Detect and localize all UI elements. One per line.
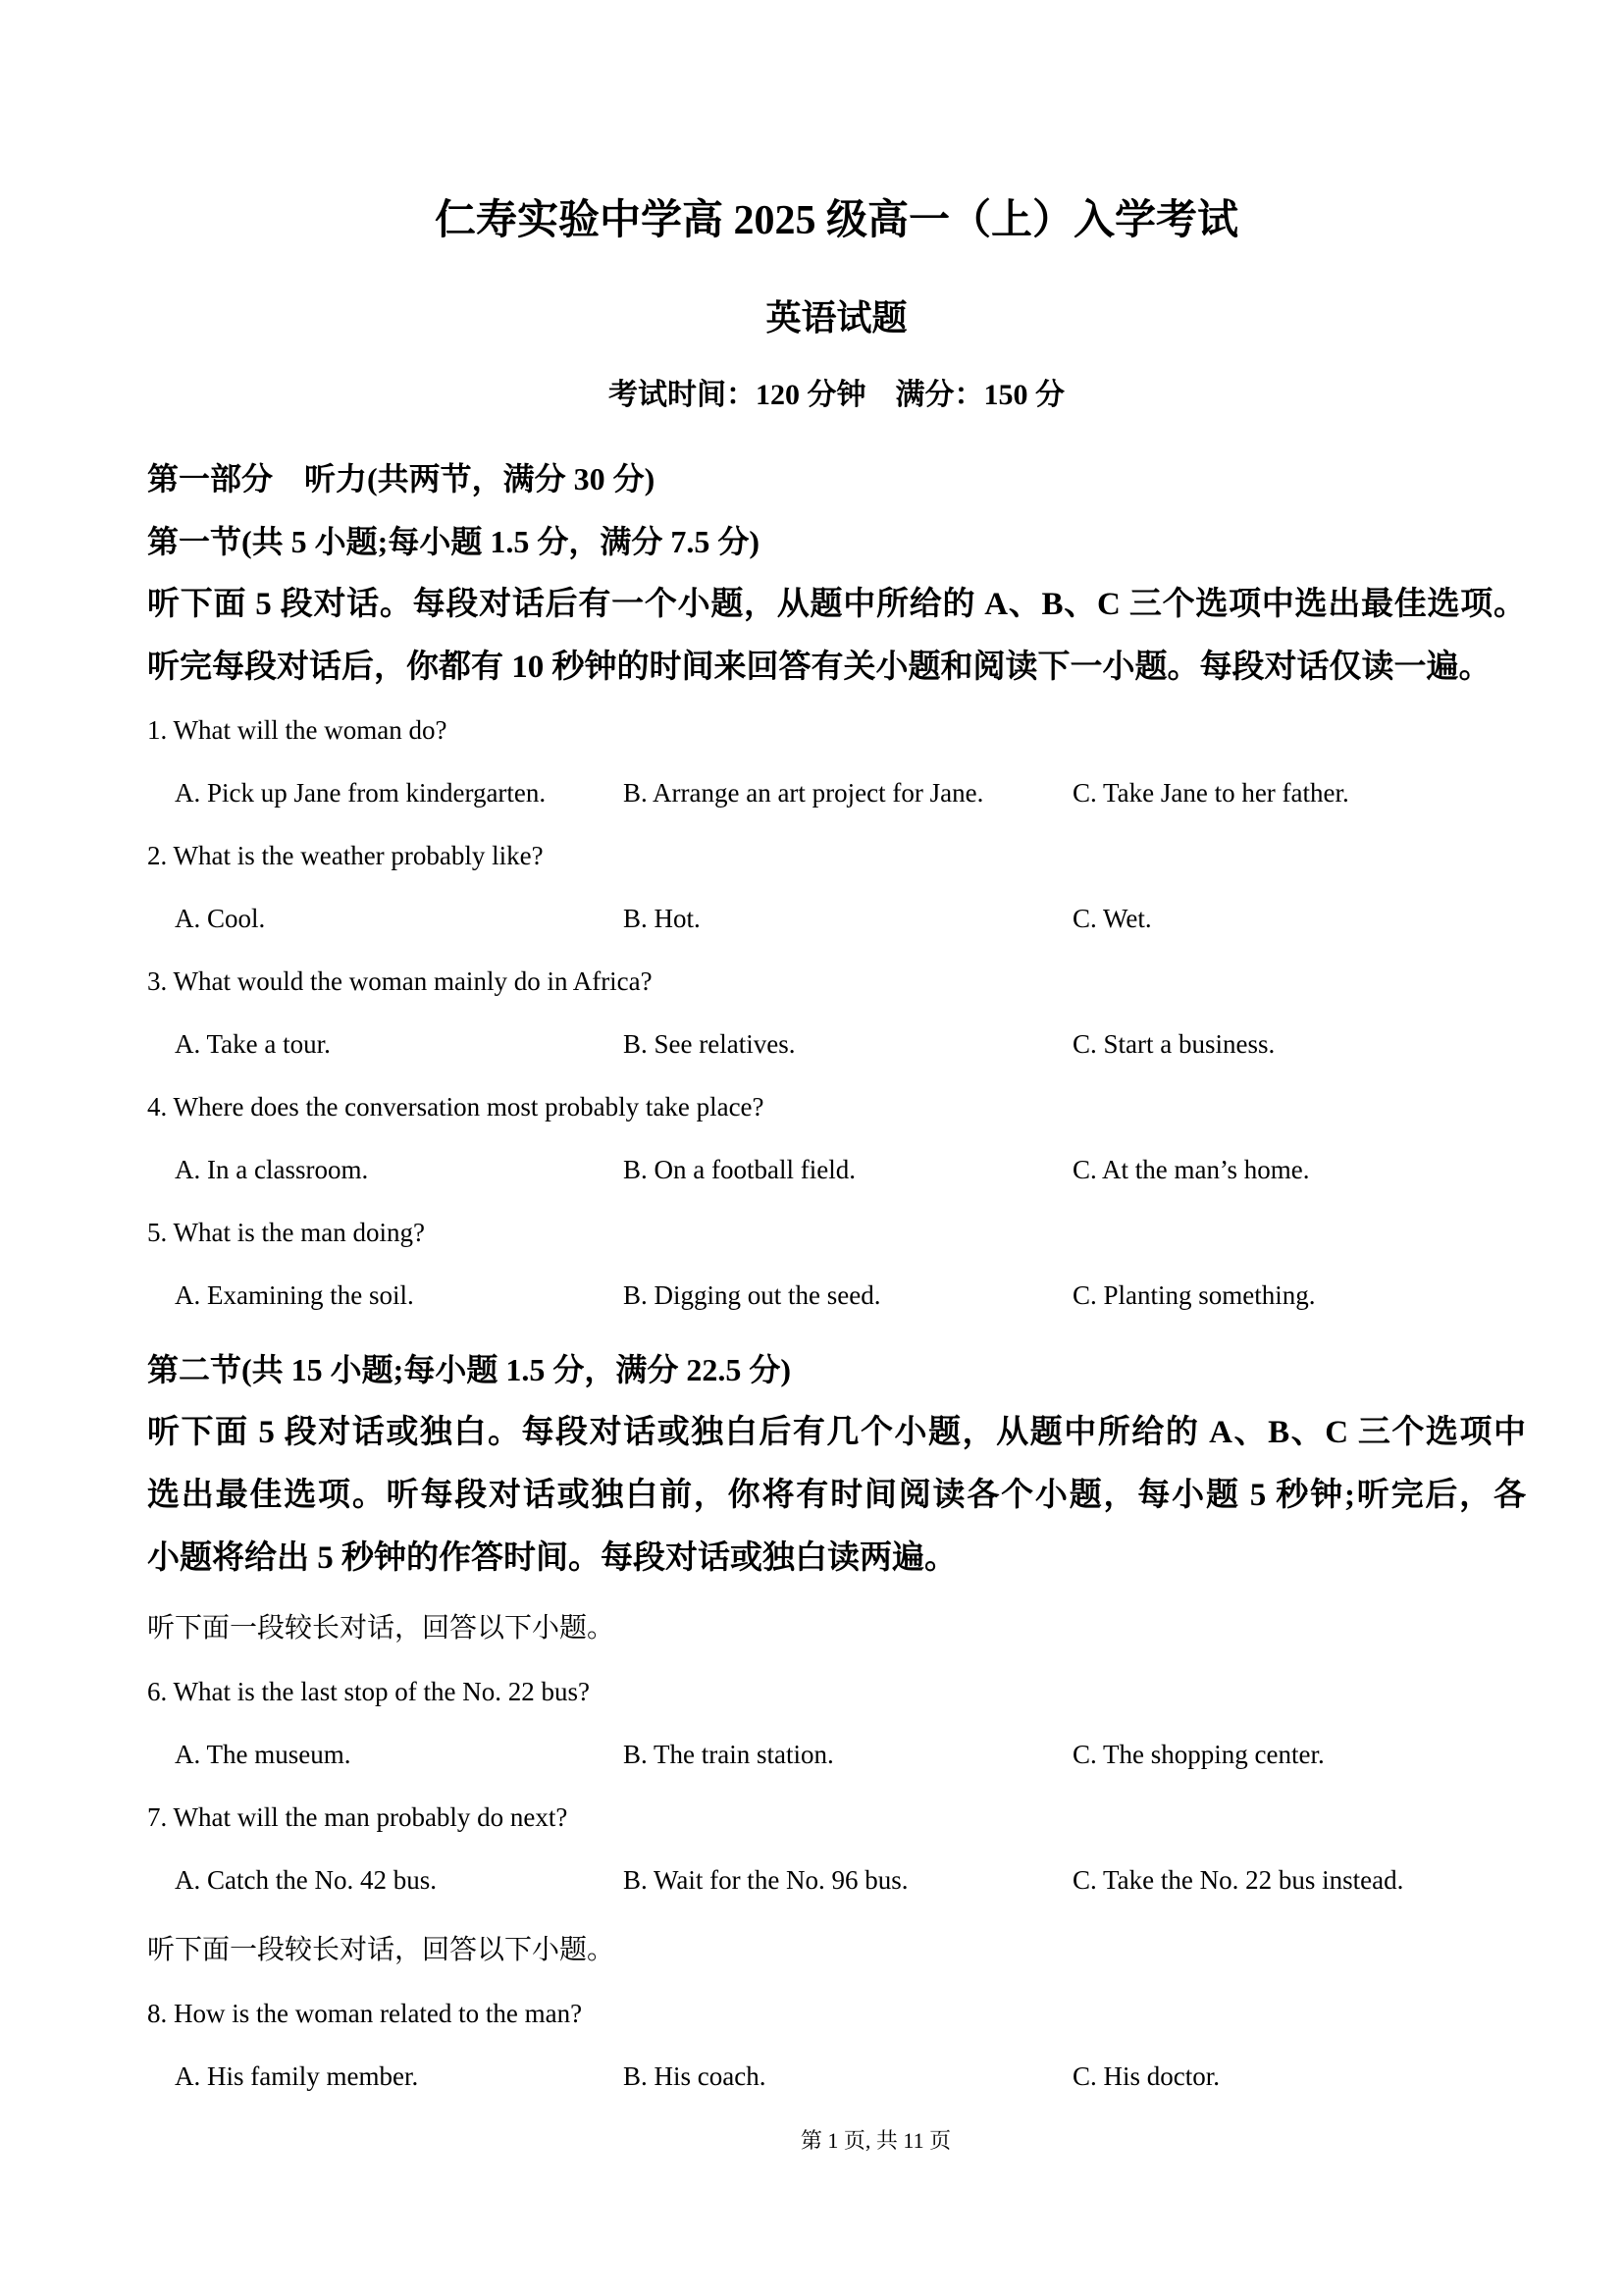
question-8-option-a: A. His family member. [175, 2061, 419, 2091]
question-6-options [147, 1723, 1526, 1786]
page-number: 第 1 页, 共 11 页 [800, 2128, 952, 2153]
question-5-options [147, 1264, 1526, 1327]
section1-instructions-line-2: 听完每段对话后，你都有 10 秒钟的时间来回答有关小题和阅读下一小题。每段对话仅读一遍。 [147, 650, 1492, 685]
question-4-options [147, 1138, 1526, 1201]
question-2-text: 2. What is the weather probably like? [147, 841, 544, 870]
question-6-text: 6. What is the last stop of the No. 22 bus? [147, 1677, 590, 1706]
section1-instructions-line-1: 听下面 5 段对话。每段对话后有一个小题，从题中所给的 A、B、C 三个选项中选出最佳选项。 [147, 587, 1526, 622]
question-1-option-c: C. Take Jane to her father. [1073, 778, 1349, 808]
question-8 [147, 1982, 1526, 2108]
part1-heading: 第一部分 听力(共两节，满分 30 分) [147, 461, 655, 496]
section2-heading: 第二节(共 15 小题;每小题 1.5 分，满分 22.5 分) [147, 1352, 791, 1387]
question-7-option-b: B. Wait for the No. 96 bus. [623, 1865, 909, 1895]
question-6-option-a: A. The museum. [175, 1740, 351, 1769]
listening-lead-2: 听下面一段较长对话，回答以下小题。 [147, 1935, 615, 1965]
question-6 [147, 1660, 1526, 1786]
section2-instructions-line-1: 听下面 5 段对话或独白。每段对话或独白后有几个小题，从题中所给的 A、B、C 三个选项中 [147, 1415, 1526, 1450]
question-1-option-b: B. Arrange an art project for Jane. [623, 778, 984, 808]
question-7 [147, 1786, 1526, 1911]
question-7-options [147, 1849, 1526, 1911]
question-8-option-c: C. His doctor. [1073, 2061, 1221, 2091]
question-1-options [147, 761, 1526, 824]
page-subtitle: 英语试题 [765, 298, 908, 338]
page-footer [0, 2121, 1624, 2161]
question-3-option-c: C. Start a business. [1073, 1029, 1276, 1059]
question-3-option-b: B. See relatives. [623, 1029, 796, 1059]
question-1 [147, 699, 1526, 824]
question-7-option-c: C. Take the No. 22 bus instead. [1073, 1865, 1404, 1895]
question-3-options [147, 1013, 1526, 1075]
question-4 [147, 1075, 1526, 1201]
question-2-options [147, 887, 1526, 950]
question-8-option-b: B. His coach. [623, 2061, 766, 2091]
question-2-option-c: C. Wet. [1073, 904, 1152, 933]
question-5-text: 5. What is the man doing? [147, 1218, 425, 1247]
page-content [0, 196, 1624, 2108]
question-5 [147, 1201, 1526, 1327]
question-3-option-a: A. Take a tour. [175, 1029, 331, 1059]
question-4-option-c: C. At the man’s home. [1073, 1155, 1310, 1184]
question-8-options [147, 2045, 1526, 2108]
question-3 [147, 950, 1526, 1075]
section2-instructions-line-3: 小题将给出 5 秒钟的作答时间。每段对话或独白读两遍。 [147, 1540, 957, 1576]
question-5-option-b: B. Digging out the seed. [623, 1280, 881, 1310]
page-title: 仁寿实验中学高 2025 级高一（上）入学考试 [434, 198, 1238, 243]
question-4-option-b: B. On a football field. [623, 1155, 856, 1184]
question-1-option-a: A. Pick up Jane from kindergarten. [175, 778, 547, 808]
question-4-text: 4. Where does the conversation most probably take place? [147, 1092, 764, 1121]
section1-heading: 第一节(共 5 小题;每小题 1.5 分，满分 7.5 分) [147, 524, 760, 559]
question-7-text: 7. What will the man probably do next? [147, 1802, 568, 1832]
question-4-option-a: A. In a classroom. [175, 1155, 369, 1184]
question-8-text: 8. How is the woman related to the man? [147, 1999, 583, 2028]
section2-instructions-line-2: 选出最佳选项。听每段对话或独白前，你将有时间阅读各个小题，每小题 5 秒钟;听完后，各 [147, 1478, 1526, 1513]
question-1-text: 1. What will the woman do? [147, 715, 447, 745]
question-3-text: 3. What would the woman mainly do in Africa? [147, 966, 653, 996]
listening-lead-1: 听下面一段较长对话，回答以下小题。 [147, 1613, 615, 1643]
question-5-option-c: C. Planting something. [1073, 1280, 1316, 1310]
question-5-option-a: A. Examining the soil. [175, 1280, 414, 1310]
exam-info: 考试时间：120 分钟 满分：150 分 [608, 379, 1065, 411]
question-7-option-a: A. Catch the No. 42 bus. [175, 1865, 437, 1895]
exam-body [147, 447, 1526, 2108]
question-6-option-c: C. The shopping center. [1073, 1740, 1325, 1769]
question-2-option-b: B. Hot. [623, 904, 701, 933]
question-2-option-a: A. Cool. [175, 904, 266, 933]
question-6-option-b: B. The train station. [623, 1740, 834, 1769]
question-2 [147, 824, 1526, 950]
